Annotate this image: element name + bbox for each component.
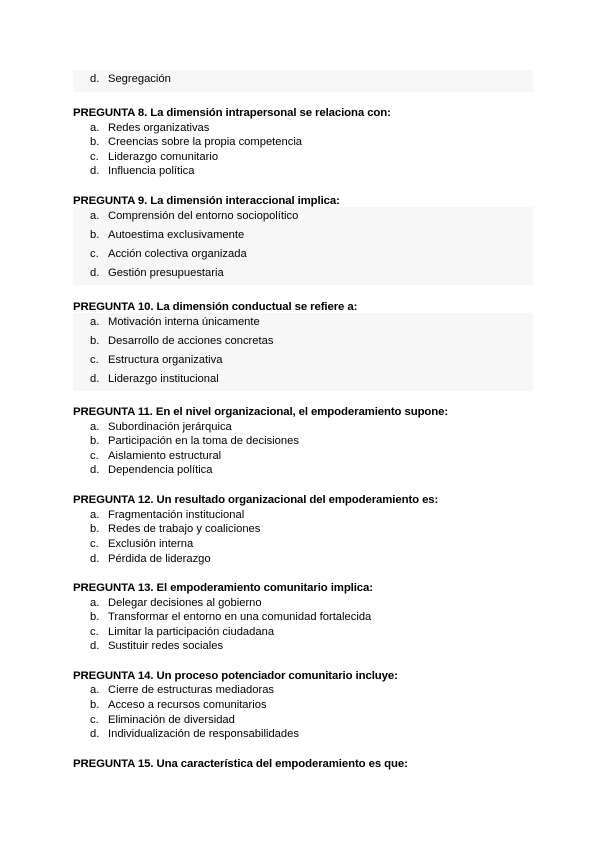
option-letter: a. [90,210,100,222]
question-title: PREGUNTA 8. La dimensión intrapersonal se relaciona con: [73,107,391,119]
option-letter: d. [90,73,100,85]
question-title: PREGUNTA 14. Un proceso potenciador comunitario incluye: [73,670,398,682]
option-letter: a. [90,421,100,433]
option-text: Liderazgo institucional [108,373,219,385]
question-title: PREGUNTA 11. En el nivel organizacional, el empoderamiento supone: [73,406,449,418]
option-item [90,698,267,712]
option-item [90,353,222,367]
option-letter: d. [90,464,100,476]
option-text: Eliminación de diversidad [108,714,235,726]
question-title: PREGUNTA 12. Un resultado organizacional del empoderamiento es: [73,494,439,506]
option-letter: b. [90,229,100,241]
option-item [90,508,244,522]
option-letter: a. [90,684,100,696]
option-text: Gestión presupuestaria [108,267,224,279]
option-text: Fragmentación institucional [108,509,245,521]
option-text: Motivación interna únicamente [108,316,260,328]
option-letter: b. [90,136,100,148]
option-text: Participación en la toma de decisiones [108,435,299,447]
option-letter: d. [90,373,100,385]
option-text: Sustituir redes sociales [108,640,224,652]
option-letter: a. [90,597,100,609]
option-item [90,334,273,348]
option-item [90,164,194,178]
option-text: Acceso a recursos comunitarios [108,699,267,711]
option-letter: c. [90,538,99,550]
option-letter: c. [90,248,99,260]
option-item [90,420,232,434]
option-text: Comprensión del entorno sociopolítico [108,210,299,222]
option-letter: a. [90,122,100,134]
option-item [90,72,171,86]
option-letter: d. [90,728,100,740]
option-item [90,537,193,551]
option-item [90,625,274,639]
option-letter: d. [90,553,100,565]
option-item [90,449,221,463]
option-text: Dependencia política [108,464,213,476]
option-letter: b. [90,335,100,347]
option-item [90,552,211,566]
option-item [90,372,219,386]
option-item [90,209,298,223]
option-text: Subordinación jerárquica [108,421,232,433]
option-item [90,727,299,741]
option-text: Limitar la participación ciudadana [108,626,275,638]
option-letter: c. [90,626,99,638]
option-text: Pérdida de liderazgo [108,553,211,565]
option-item [90,713,235,727]
option-letter: c. [90,354,99,366]
option-letter: b. [90,523,100,535]
option-item [90,150,218,164]
option-text: Transformar el entorno en una comunidad fortalecida [108,611,372,623]
option-text: Desarrollo de acciones concretas [108,335,274,347]
option-text: Segregación [108,73,171,85]
option-text: Autoestima exclusivamente [108,229,245,241]
option-letter: d. [90,165,100,177]
option-item [90,596,262,610]
option-text: Liderazgo comunitario [108,151,219,163]
option-letter: d. [90,267,100,279]
option-item [90,610,371,624]
option-letter: a. [90,509,100,521]
option-item [90,228,244,242]
question-title: PREGUNTA 9. La dimensión interaccional implica: [73,195,340,207]
option-text: Influencia política [108,165,195,177]
option-letter: d. [90,640,100,652]
option-letter: b. [90,435,100,447]
option-text: Individualización de responsabilidades [108,728,299,740]
option-text: Redes de trabajo y coaliciones [108,523,261,535]
option-text: Redes organizativas [108,122,210,134]
option-letter: c. [90,151,99,163]
option-letter: c. [90,714,99,726]
option-item [90,522,260,536]
option-text: Delegar decisiones al gobierno [108,597,262,609]
option-text: Acción colectiva organizada [108,248,247,260]
option-item [90,639,223,653]
option-item [90,266,224,280]
option-item [90,247,247,261]
option-item [90,135,302,149]
option-text: Estructura organizativa [108,354,223,366]
question-title: PREGUNTA 15. Una característica del empoderamiento es que: [73,758,408,770]
option-item [90,315,260,329]
option-text: Exclusión interna [108,538,194,550]
option-item [90,463,213,477]
option-letter: c. [90,450,99,462]
option-text: Aislamiento estructural [108,450,222,462]
option-letter: a. [90,316,100,328]
option-item [90,434,299,448]
question-title: PREGUNTA 13. El empoderamiento comunitario implica: [73,582,373,594]
option-letter: b. [90,699,100,711]
question-title: PREGUNTA 10. La dimensión conductual se refiere a: [73,301,358,313]
option-text: Cierre de estructuras mediadoras [108,684,275,696]
option-item [90,683,274,697]
option-letter: b. [90,611,100,623]
option-item [90,121,209,135]
option-text: Creencias sobre la propia competencia [108,136,303,148]
